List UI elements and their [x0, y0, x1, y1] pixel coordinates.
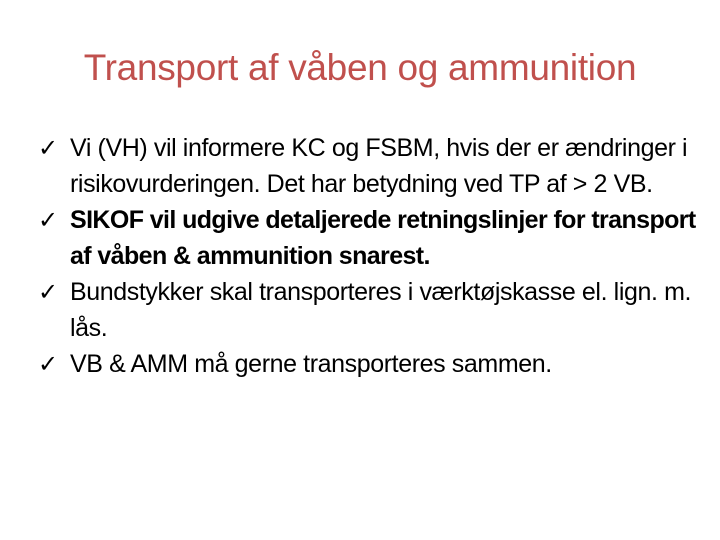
bullet-item	[38, 130, 698, 202]
bullet-item	[38, 346, 698, 382]
checkmark-icon: ✓	[38, 350, 58, 378]
bullet-text: Vi (VH) vil informere KC og FSBM, hvis der er ændringer i risikovurderingen. Det har betydning ved TP af > 2 VB.	[70, 134, 688, 198]
bullet-item	[38, 202, 698, 274]
bullet-item	[38, 274, 698, 346]
bullet-text: SIKOF vil udgive detaljerede retningslinjer for transport af våben & ammunition snarest.	[70, 206, 696, 270]
bullet-text: Bundstykker skal transporteres i værktøjskasse el. lign. m. lås.	[70, 278, 692, 342]
checkmark-icon: ✓	[38, 134, 58, 162]
bullet-list	[38, 130, 698, 382]
checkmark-icon: ✓	[38, 278, 58, 306]
slide-title: Transport af våben og ammunition	[83, 47, 637, 88]
checkmark-icon: ✓	[38, 206, 58, 234]
bullet-text: VB & AMM må gerne transporteres sammen.	[70, 350, 552, 378]
